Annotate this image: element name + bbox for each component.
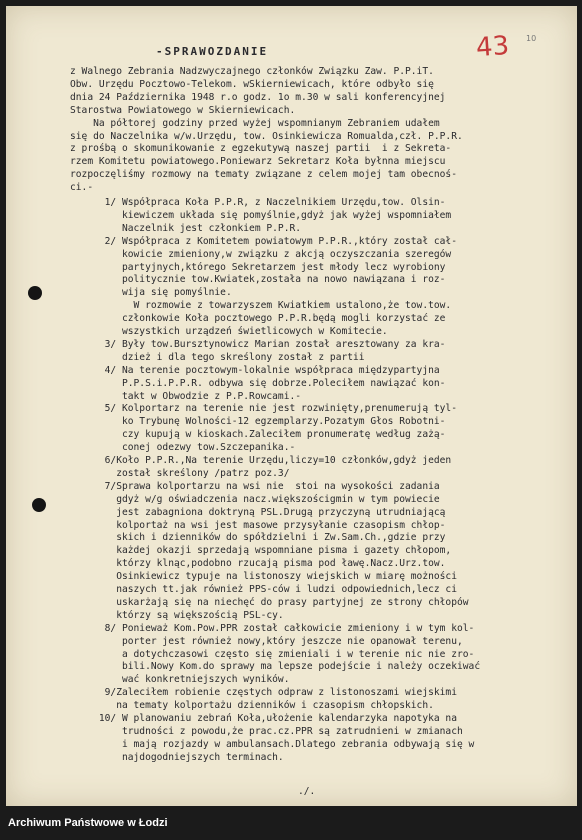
document-line: się do Naczelnika w/w.Urzędu, tow. Osinkiewicza Romualda,czł. P.P.R. — [70, 130, 463, 142]
document-line: dnia 24 Października 1948 r.o godz. 1o m.30 w sali konferencyjnej — [70, 91, 446, 103]
document-line: trudności z powodu,że prac.cz.PPR są zatrudnieni w zmianach — [70, 725, 463, 737]
document-line: gdyż w/g oświadczenia nacz.większościgmin w tym powiecie — [70, 493, 440, 505]
document-line: Obw. Urzędu Pocztowo-Telekom. wSkierniewicach, które odbyło się — [70, 78, 434, 90]
punch-hole-top — [28, 286, 42, 300]
document-line: rozpoczęliśmy rozmowy na tematy związane z celem mojej tam obecnoś- — [70, 169, 457, 181]
document-line: kowicie zmieniony,w związku z akcją oczyszczania szeregów — [70, 248, 452, 260]
document-line: 6/Koło P.P.R.,Na terenie Urzędu,liczy=10 członków,gdyż jeden — [70, 455, 452, 466]
document-line: na tematy kolportażu dzienników i czasopism chłopskich. — [70, 700, 434, 712]
document-line: Osinkiewicz typuje na listonoszy wiejskich w miarę możności — [70, 571, 457, 583]
document-line: ci.- — [70, 182, 94, 194]
document-line: każdej okazji sprzedają wspomniane pisma i gazety chłopom, — [70, 545, 452, 557]
document-line: 1/ Współpraca Koła P.P.R, z Naczelnikiem Urzędu,tow. Olsin- — [70, 197, 446, 208]
document-line: 9/Zaleciłem robienie częstych odpraw z listonoszami wiejskimi — [70, 687, 457, 699]
document-line: czy kupują w kioskach.Zaleciłem pronumeratę według zażą- — [70, 429, 446, 441]
document-line: kiewiczem układa się pomyślnie,gdyż jak wyżej wspomniałem — [70, 209, 452, 221]
document-line: wać konkretniejszych wyników. — [70, 674, 290, 686]
document-page — [6, 6, 577, 806]
archive-label: Archiwum Państwowe w Łodzi — [8, 817, 168, 829]
document-line: 2/ Współpraca z Komitetem powiatowym P.P.R.,który został cał- — [70, 235, 457, 247]
document-line: kolportaż na wsi jest masowe przysyłanie czasopism chłop- — [70, 519, 446, 531]
document-line: z prośbą o skomunikowanie z egzekutywą naszej partii i z Sekreta- — [70, 143, 452, 155]
document-line: wija się pomyślnie. — [70, 287, 232, 299]
document-line: uskarżają się na niechęć do prasy partyjnej ze strony chłopów — [70, 596, 469, 608]
document-line: którzy klnąc,podobno rzucają pisma pod ławę.Nacz.Urz.tow. — [70, 558, 446, 570]
document-line: bili.Nowy Kom.do sprawy ma lepsze podejście i należy oczekiwać — [70, 661, 481, 673]
document-line: dzież i dla tego skreślony został z partii — [70, 351, 365, 363]
document-line: takt w Obwodzie z P.P.Rowcami.- — [70, 390, 302, 402]
document-line: partyjnych,którego Sekretarzem jest młody lecz wyrobiony — [70, 261, 446, 273]
document-line: 4/ Na terenie pocztowym-lokalnie współpraca międzypartyjna — [70, 364, 440, 376]
document-line: członkowie Koła pocztowego P.P.R.będą mogli korzystać ze — [70, 313, 446, 325]
archive-footer — [0, 806, 582, 840]
document-line: 7/Sprawa kolportarzu na wsi nie stoi na wysokości zadania — [70, 480, 440, 492]
document-line: wszystkich urządzeń świetlicowych w Komitecie. — [70, 326, 388, 337]
document-line: został skreślony /patrz poz.3/ — [70, 467, 290, 479]
document-line: 10/ W planowaniu zebrań Koła,ułożenie kalendarzyka napotyka na — [70, 713, 457, 724]
document-line: P.P.S.i.P.P.R. odbywa się dobrze.Poleciłem nawiązać kon- — [70, 377, 446, 389]
document-line: 5/ Kolportarz na terenie nie jest rozwinięty,prenumerują tyl- — [70, 403, 457, 415]
page-number-annotation: 43 — [474, 30, 511, 64]
document-line: conej odezwy tow.Szczepanika.- — [70, 442, 296, 454]
document-line: Na półtorej godziny przed wyżej wspomnianym Zebraniem udałem — [70, 117, 440, 129]
document-line: najdogodniejszych terminach. — [70, 751, 284, 763]
document-line: jest zabagniona doktryną PSL.Drugą przyczyną utrudniającą — [70, 506, 446, 518]
document-line: W rozmowie z towarzyszem Kwiatkiem ustalono,że tow.tow. — [70, 300, 452, 312]
document-line: ko Trybunę Wolności-12 egzemplarzy.Pozatym Głos Robotni- — [70, 416, 446, 428]
document-line: z Walnego Zebrania Nadzwyczajnego członków Związku Zaw. P.P.iT. — [70, 66, 434, 77]
document-line: 8/ Ponieważ Kom.Pow.PPR został całkowicie zmieniony i w tym kol- — [70, 622, 475, 634]
punch-hole-bottom — [32, 498, 46, 512]
end-mark: ./. — [298, 786, 316, 797]
document-line: Starostwa Powiatowego w Skierniewicach. — [70, 104, 296, 116]
document-line: politycznie tow.Kwiatek,została na nowo nawiązana i roz- — [70, 274, 446, 286]
corner-mark-annotation: 10 — [526, 34, 537, 43]
document-line: porter jest również nowy,który jeszcze nie opanował terenu, — [70, 635, 463, 647]
document-line: Naczelnik jest członkiem P.P.R. — [70, 222, 302, 234]
document-line: którzy są większością PSL-cy. — [70, 609, 284, 621]
document-line: 3/ Były tow.Bursztynowicz Marian został aresztowany za kra- — [70, 338, 446, 350]
document-line: skich i dzienników do spółdzielni i Zw.Sam.Ch.,gdzie przy — [70, 532, 446, 544]
document-line: a dotychczasowi często się zmieniali i w terenie nic nie zro- — [70, 648, 475, 660]
document-title: -SPRAWOZDANIE — [156, 45, 269, 58]
document-line: rzem Komitetu powiatowego.Poniewarz Sekretarz Koła byłnna miejscu — [70, 156, 446, 168]
document-line: naszych tt.jak również PPS-ców i ludzi odpowiednich,lecz ci — [70, 584, 457, 595]
document-line: i mają rozjazdy w ambulansach.Dlatego zebrania odbywają się w — [70, 738, 475, 750]
